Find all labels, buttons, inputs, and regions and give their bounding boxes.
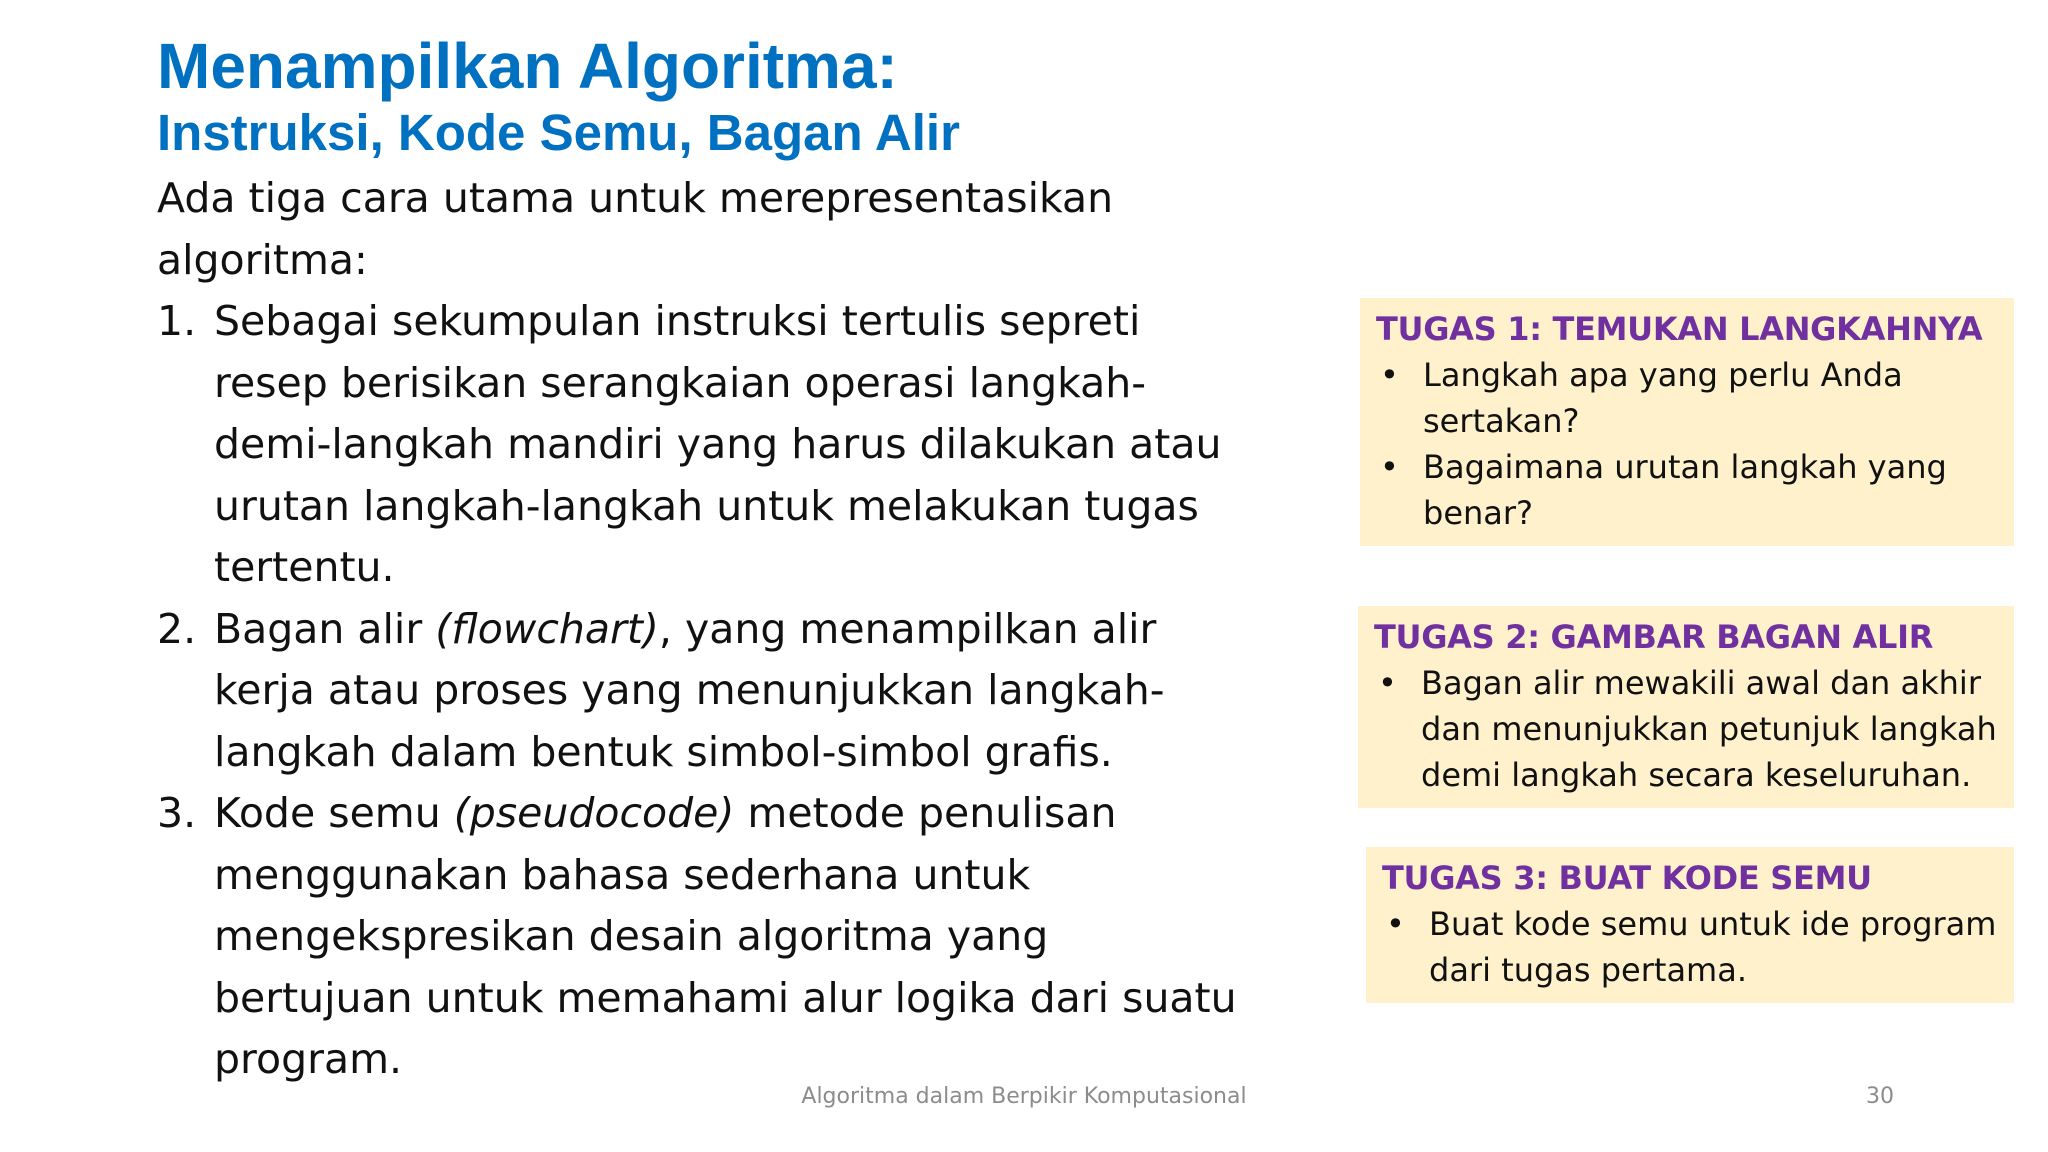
list-item — [157, 599, 1247, 784]
footer — [0, 1084, 2048, 1114]
text-segment: metode penulisan menggunakan bahasa sederhana untuk mengekspresikan desain algoritma yang bertujuan untuk memahami alur logika dari suatu program. — [214, 789, 1237, 1083]
task-bullets — [1374, 660, 2000, 798]
task-box-2 — [1358, 606, 2014, 808]
page-number: 30 — [1866, 1084, 1894, 1109]
task-bullets — [1382, 901, 2000, 993]
list-number: 1. — [157, 297, 197, 345]
task-bullet-item — [1376, 444, 2000, 536]
task-title: TUGAS 2: GAMBAR BAGAN ALIR — [1374, 618, 1934, 656]
task-title: TUGAS 3: BUAT KODE SEMU — [1382, 859, 1872, 897]
body-text — [157, 168, 1247, 1091]
list-item — [157, 291, 1247, 599]
numbered-list — [157, 291, 1247, 1091]
list-item-text: Sebagai sekumpulan instruksi tertulis sepreti resep berisikan serangkaian operasi langkah-demi-langkah mandiri yang harus dilakukan atau urutan langkah-langkah untuk melakukan tugas tertentu. — [214, 297, 1222, 591]
list-number: 3. — [157, 789, 197, 837]
list-item-text — [214, 783, 1247, 1091]
bullet-icon: • — [1386, 905, 1405, 943]
task-box-3 — [1366, 847, 2014, 1003]
list-number: 2. — [157, 604, 197, 653]
task-bullet-text: Langkah apa yang perlu Anda sertakan? — [1423, 356, 1903, 440]
task-bullet-item — [1382, 901, 2000, 993]
list-item — [157, 783, 1247, 1091]
emphasis-text: (pseudocode) — [453, 789, 735, 837]
emphasis-text: (flowchart) — [435, 604, 659, 653]
task-bullet-text: Buat kode semu untuk ide program dari tugas pertama. — [1429, 905, 1997, 989]
text-segment: Kode semu — [214, 789, 454, 837]
slide-title: Menampilkan Algoritma: — [157, 30, 898, 102]
task-bullet-item — [1376, 352, 2000, 444]
task-bullet-text: Bagan alir mewakili awal dan akhir dan menunjukkan petunjuk langkah demi langkah secara keseluruhan. — [1421, 664, 1997, 794]
slide-subtitle: Instruksi, Kode Semu, Bagan Alir — [157, 104, 960, 161]
task-bullet-item — [1374, 660, 2000, 798]
intro-text: Ada tiga cara utama untuk merepresentasikan algoritma: — [157, 174, 1114, 284]
task-box-1 — [1360, 298, 2014, 546]
text-segment: , yang menampilkan alir kerja atau proses yang menunjukkan langkah-langkah dalam bentuk simbol-simbol grafis. — [214, 604, 1165, 776]
task-bullets — [1376, 352, 2000, 536]
task-title: TUGAS 1: TEMUKAN LANGKAHNYA — [1376, 310, 1983, 348]
bullet-icon: • — [1378, 664, 1397, 702]
bullet-icon: • — [1380, 356, 1399, 394]
text-segment: Bagan alir — [214, 604, 436, 653]
footer-text: Algoritma dalam Berpikir Komputasional — [801, 1084, 1247, 1109]
list-item-text — [214, 599, 1247, 784]
bullet-icon: • — [1380, 448, 1399, 486]
title-block — [157, 30, 960, 162]
task-bullet-text: Bagaimana urutan langkah yang benar? — [1423, 448, 1947, 532]
